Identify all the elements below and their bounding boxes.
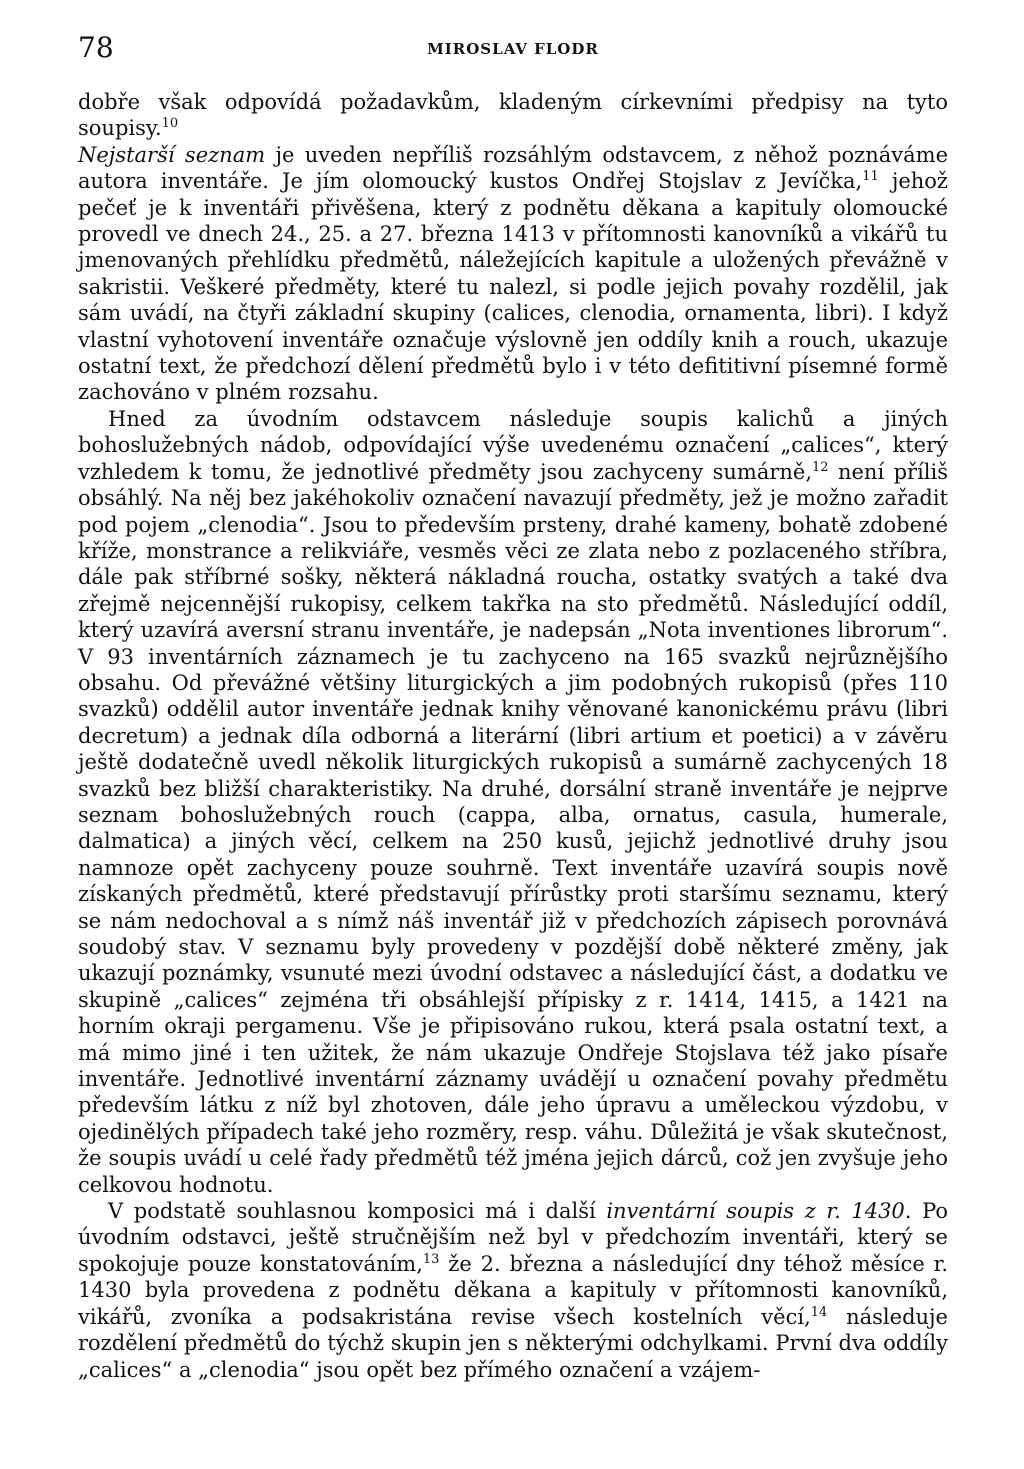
- running-head: MIROSLAV FLODR: [427, 40, 599, 58]
- page-number: 78: [78, 31, 114, 64]
- text-run: není příliš obsáhlý. Na něj bez jakéhokoliv označení navazují předměty, jež je možno zařadit pod pojem „clenodia“. Jsou to především prsteny, drahé kameny, bohatě zdobené kříže, monstrance a relikviáře, vesměs věci ze zlata nebo z pozlaceného stříbra, dále pak stříbrné sošky, některá nákladná roucha, ostatky svatých a také dva zřejmě nejcennější rukopisy, celkem takřka na sto předmětů. Následující oddíl, který uzavírá aversní stranu inventáře, je nadepsán „Nota inventiones librorum“. V 93 inventárních záznamech je tu zachyceno na 165 svazků nejrůznějšího obsahu. Od převážné většiny liturgických a jim podobných rukopisů (přes 110 svazků) oddělil autor inventáře jednak knihy věnované kanonickému právu (libri decretum) a jednak díla odborná a literární (libri artium et poetici) a v závěru ještě dodatečně uvedl několik liturgických rukopisů a sumárně zachycených 18 svazků bez bližší charakteristiky. Na druhé, dorsální straně inventáře je nejprve seznam bohoslužebných rouch (cappa, alba, ornatus, casula, humerale, dalmatica) a jiných věcí, celkem na 250 kusů, jejichž jednotlivé druhy jsou namnoze opět zachyceny pouze souhrně. Text inventáře uzavírá soupis nově získaných předmětů, které představují přírůstky proti staršímu seznamu, který se nám nedochoval a s nímž náš inventář již v předchozích zápisech porovnává soudobý stav. V seznamu byly provedeny v pozdější době některé změny, jak ukazují poznámky, vsunuté mezi úvodní odstavec a následující část, a dodatku ve skupině „calices“ zejména tři obsáhlejší přípisky z r. 1414, 1415, a 1421 na horním okraji pergamenu. Vše je připisováno rukou, která psala ostatní text, a má mimo jiné i ten užitek, že nám ukazuje Ondřeje Stojslava též jako písaře inventáře. Jednotlivé inventární záznamy uvádějí u označení povahy předmětu především látku z níž byl zhotoven, dále jeho úpravu a uměleckou výzdobu, v ojedinělých případech také jeho rozměry, resp. váhu. Důležitá je však skutečnost, že soupis uvádí u celé řady předmětů též jména jejich dárců, což jen zvyšuje jeho celkovou hodnotu.: [78, 459, 948, 1197]
- paragraph: [78, 1198, 948, 1383]
- footnote-ref: 12: [812, 459, 829, 475]
- body-text: [78, 89, 948, 1383]
- italic-text: inventární soupis z r. 1430.: [606, 1199, 912, 1224]
- paragraph: [78, 406, 948, 1198]
- text-run: že 2. března a následující dny téhož měsíce r. 1430 byla provedena z podnětu děkana a kapituly v přítomnosti kanovníků, vikářů, zvoníka a podsakristána revise všech kostelních věcí,: [78, 1251, 948, 1329]
- footnote-ref: 14: [810, 1304, 828, 1320]
- text-run: Hned za úvodním odstavcem následuje soupis kalichů a jiných bohoslužebných nádob, odpovídající výše uvedenému označení „calices“, který vzhledem k tomu, že jednotlivé předměty jsou zachyceny sumárně,: [78, 406, 948, 484]
- text-run: je uveden nepříliš rozsáhlým odstavcem, z něhož poznáváme autora inventáře. Je jím olomoucký kustos Ondřej Stojslav z Jevíčka,: [78, 142, 948, 194]
- footnote-ref: 10: [161, 116, 179, 132]
- page-header: [78, 28, 948, 68]
- paragraph: [78, 89, 948, 142]
- paragraph: [78, 142, 948, 406]
- text-run: následuje rozdělení předmětů do týchž skupin jen s některými odchylkami. První dva oddíly „calices“ a „clenodia“ jsou opět bez přímého označení a vzájem-: [78, 1304, 948, 1382]
- footnote-ref: 11: [862, 169, 879, 185]
- text-run: dobře však odpovídá požadavkům, kladeným církevními předpisy na tyto soupisy.: [78, 90, 948, 141]
- text-run: Po úvodním odstavci, ještě stručnějším než byl v předchozím inventáři, který se spokojuje pouze konstatováním,: [78, 1199, 948, 1276]
- italic-text: Nejstarší seznam: [78, 142, 266, 167]
- text-run: V podstatě souhlasnou komposici má i další: [108, 1199, 607, 1224]
- footnote-ref: 13: [422, 1251, 440, 1267]
- text-run: jehož pečeť je k inventáři přivěšena, který z podnětu děkana a kapituly olomoucké provedl ve dnech 24., 25. a 27. března 1413 v přítomnosti kanovníků a vikářů tu jmenovaných přehlídku předmětů, náležejících kapitule a uložených převážně v sakristii. Veškeré předměty, které tu nalezl, si podle jejich povahy rozdělil, jak sám uvádí, na čtyři základní skupiny (calices, clenodia, ornamenta, libri). I když vlastní vyhotovení inventáře označuje výslovně jen oddíly knih a rouch, ukazuje ostatní text, že předchozí dělení předmětů bylo i v této defititivní písemné formě zachováno v plném rozsahu.: [78, 169, 948, 405]
